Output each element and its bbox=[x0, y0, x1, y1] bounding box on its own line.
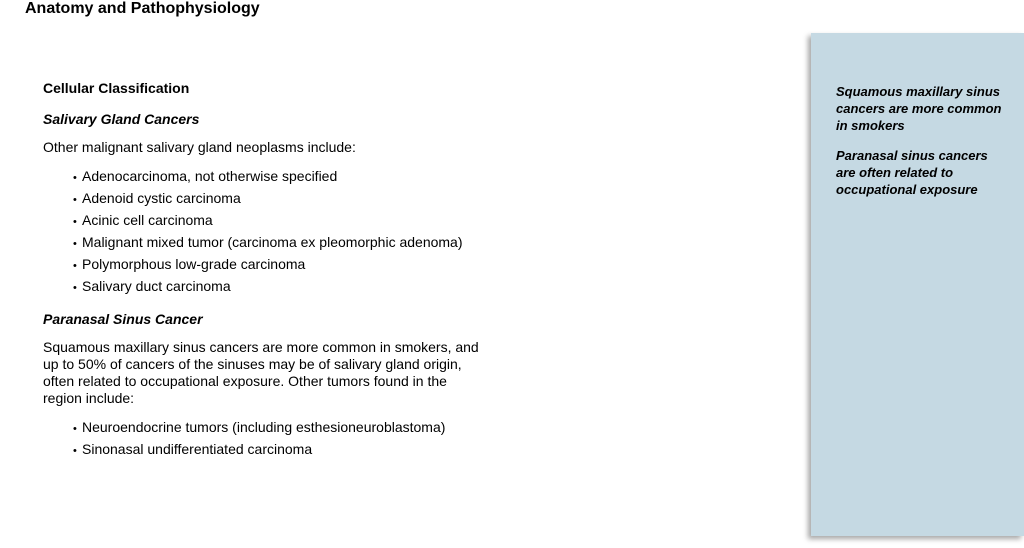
callout-occupational: Paranasal sinus cancers are often related to occupational exposure bbox=[836, 148, 988, 197]
salivary-list bbox=[43, 168, 483, 297]
list-item bbox=[73, 234, 483, 253]
list-item-text: Neuroendocrine tumors (including esthesioneuroblastoma) bbox=[82, 419, 446, 435]
paranasal-paragraph: Squamous maxillary sinus cancers are more common in smokers, and up to 50% of cancers of the sinuses may be of salivary gland origin, often related to occupational exposure. Other tumors found in the region include: bbox=[43, 339, 479, 406]
bullet-icon: • bbox=[73, 216, 77, 228]
bullet-icon: • bbox=[73, 423, 77, 435]
list-item-text: Sinonasal undifferentiated carcinoma bbox=[82, 441, 313, 457]
salivary-heading: Salivary Gland Cancers bbox=[43, 111, 200, 127]
list-item bbox=[73, 441, 483, 460]
paranasal-list bbox=[43, 419, 483, 460]
section-heading: Cellular Classification bbox=[43, 80, 190, 96]
bullet-icon: • bbox=[73, 238, 77, 250]
bullet-icon: • bbox=[73, 445, 77, 457]
list-item-text: Malignant mixed tumor (carcinoma ex pleomorphic adenoma) bbox=[82, 234, 463, 250]
bullet-icon: • bbox=[73, 172, 77, 184]
list-item bbox=[73, 278, 483, 297]
list-item bbox=[73, 168, 483, 187]
main-content bbox=[43, 80, 483, 474]
list-item bbox=[73, 212, 483, 231]
list-item bbox=[73, 256, 483, 275]
paranasal-heading: Paranasal Sinus Cancer bbox=[43, 311, 203, 327]
list-item-text: Acinic cell carcinoma bbox=[82, 212, 213, 228]
page-title: Anatomy and Pathophysiology bbox=[25, 0, 260, 17]
list-item-text: Adenocarcinoma, not otherwise specified bbox=[82, 168, 338, 184]
salivary-intro: Other malignant salivary gland neoplasms include: bbox=[43, 139, 356, 155]
bullet-icon: • bbox=[73, 282, 77, 294]
list-item-text: Salivary duct carcinoma bbox=[82, 278, 231, 294]
callout-smokers: Squamous maxillary sinus cancers are more common in smokers bbox=[836, 84, 1002, 133]
bullet-icon: • bbox=[73, 194, 77, 206]
list-item bbox=[73, 419, 483, 438]
list-item-text: Adenoid cystic carcinoma bbox=[82, 190, 241, 206]
list-item-text: Polymorphous low-grade carcinoma bbox=[82, 256, 306, 272]
sidebar-callout-panel bbox=[811, 33, 1024, 536]
bullet-icon: • bbox=[73, 260, 77, 272]
list-item bbox=[73, 190, 483, 209]
